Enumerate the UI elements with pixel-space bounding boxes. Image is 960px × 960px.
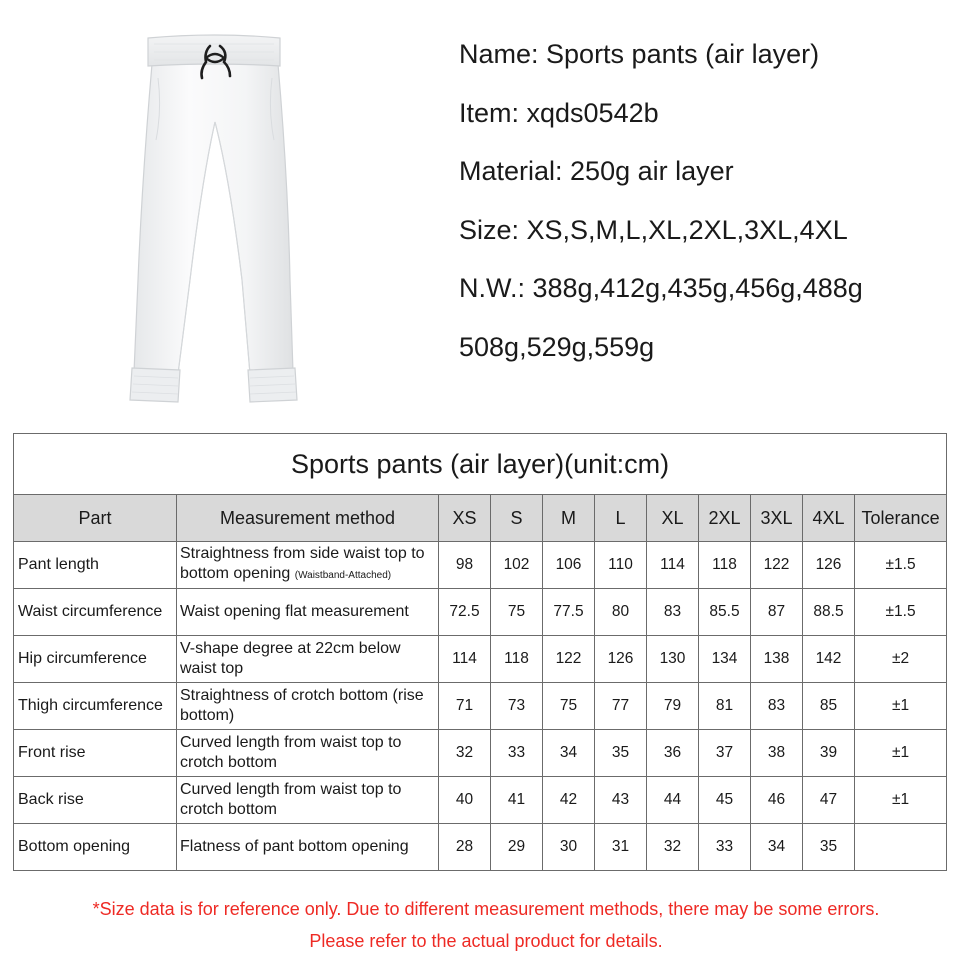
size-value-cell: 80 — [595, 589, 647, 636]
size-value-cell: 35 — [595, 730, 647, 777]
size-value-cell: 110 — [595, 542, 647, 589]
table-row — [14, 683, 947, 730]
size-value-cell: 41 — [491, 777, 543, 824]
table-row — [14, 777, 947, 824]
size-value-cell: 47 — [803, 777, 855, 824]
table-row — [14, 730, 947, 777]
size-value-cell: 75 — [491, 589, 543, 636]
part-cell: Pant length — [14, 542, 177, 589]
product-material: Material: 250g air layer — [459, 156, 734, 186]
size-value-cell: 46 — [751, 777, 803, 824]
column-header: Tolerance — [855, 495, 947, 542]
size-value-cell: 126 — [595, 636, 647, 683]
size-value-cell: 83 — [751, 683, 803, 730]
table-title: Sports pants (air layer)(unit:cm) — [14, 434, 947, 495]
part-cell: Back rise — [14, 777, 177, 824]
column-header: XS — [439, 495, 491, 542]
method-cell — [177, 730, 439, 777]
size-value-cell: 29 — [491, 824, 543, 871]
size-value-cell: 77.5 — [543, 589, 595, 636]
size-value-cell: 114 — [439, 636, 491, 683]
method-text: Flatness of pant bottom opening — [180, 838, 409, 855]
size-value-cell: 83 — [647, 589, 699, 636]
size-value-cell: 85.5 — [699, 589, 751, 636]
size-table — [13, 433, 947, 871]
size-value-cell: 33 — [699, 824, 751, 871]
tolerance-cell: ±2 — [855, 636, 947, 683]
size-value-cell: 35 — [803, 824, 855, 871]
size-value-cell: 43 — [595, 777, 647, 824]
product-net-weight: N.W.: 388g,412g,435g,456g,488g — [459, 273, 863, 303]
disclaimer-line-2: Please refer to the actual product for details. — [309, 931, 663, 951]
pants-illustration — [118, 30, 308, 410]
product-net-weight-continued: 508g,529g,559g — [459, 331, 655, 362]
size-value-cell: 32 — [439, 730, 491, 777]
table-title-row — [14, 434, 947, 495]
size-value-cell: 85 — [803, 683, 855, 730]
column-header: Measurement method — [177, 495, 439, 542]
size-value-cell: 28 — [439, 824, 491, 871]
part-cell: Waist circumference — [14, 589, 177, 636]
size-value-cell: 87 — [751, 589, 803, 636]
method-text: Straightness of crotch bottom (rise bottom) — [180, 687, 424, 724]
product-sizes: Size: XS,S,M,L,XL,2XL,3XL,4XL — [459, 214, 848, 245]
part-cell: Bottom opening — [14, 824, 177, 871]
method-text: Curved length from waist top to crotch bottom — [180, 734, 402, 771]
size-value-cell: 39 — [803, 730, 855, 777]
size-value-cell: 81 — [699, 683, 751, 730]
tolerance-cell: ±1.5 — [855, 589, 947, 636]
disclaimer-line-1: *Size data is for reference only. Due to different measurement methods, there may be some errors. — [92, 899, 880, 919]
size-value-cell: 114 — [647, 542, 699, 589]
size-value-cell: 38 — [751, 730, 803, 777]
size-value-cell: 37 — [699, 730, 751, 777]
size-value-cell: 77 — [595, 683, 647, 730]
method-text: Curved length from waist top to crotch bottom — [180, 781, 402, 818]
product-info — [459, 40, 939, 391]
method-cell — [177, 542, 439, 589]
column-header: XL — [647, 495, 699, 542]
method-cell — [177, 777, 439, 824]
product-image — [118, 30, 308, 410]
size-value-cell: 40 — [439, 777, 491, 824]
size-value-cell: 134 — [699, 636, 751, 683]
size-value-cell: 118 — [491, 636, 543, 683]
method-text: Straightness from side waist top to bottom opening — [180, 545, 425, 582]
column-header: S — [491, 495, 543, 542]
size-value-cell: 142 — [803, 636, 855, 683]
column-header: Part — [14, 495, 177, 542]
table-row — [14, 824, 947, 871]
column-header: 2XL — [699, 495, 751, 542]
size-value-cell: 126 — [803, 542, 855, 589]
part-cell: Thigh circumference — [14, 683, 177, 730]
tolerance-cell: ±1.5 — [855, 542, 947, 589]
table-row — [14, 542, 947, 589]
size-value-cell: 118 — [699, 542, 751, 589]
table-row — [14, 636, 947, 683]
product-name: Name: Sports pants (air layer) — [459, 39, 820, 69]
size-value-cell: 45 — [699, 777, 751, 824]
table-row — [14, 589, 947, 636]
tolerance-cell: ±1 — [855, 730, 947, 777]
method-cell — [177, 683, 439, 730]
size-value-cell: 98 — [439, 542, 491, 589]
size-value-cell: 36 — [647, 730, 699, 777]
size-value-cell: 44 — [647, 777, 699, 824]
column-header: 4XL — [803, 495, 855, 542]
size-value-cell: 106 — [543, 542, 595, 589]
size-value-cell: 122 — [751, 542, 803, 589]
size-value-cell: 72.5 — [439, 589, 491, 636]
size-value-cell: 42 — [543, 777, 595, 824]
tolerance-cell: ±1 — [855, 777, 947, 824]
method-cell — [177, 589, 439, 636]
part-cell: Hip circumference — [14, 636, 177, 683]
column-header: 3XL — [751, 495, 803, 542]
method-cell — [177, 824, 439, 871]
table-header-row — [14, 495, 947, 542]
method-text: V-shape degree at 22cm below waist top — [180, 640, 401, 677]
size-value-cell: 34 — [751, 824, 803, 871]
column-header: L — [595, 495, 647, 542]
column-header: M — [543, 495, 595, 542]
size-value-cell: 73 — [491, 683, 543, 730]
disclaimer-note — [0, 893, 960, 957]
tolerance-cell — [855, 824, 947, 871]
size-value-cell: 31 — [595, 824, 647, 871]
size-value-cell: 71 — [439, 683, 491, 730]
size-value-cell: 30 — [543, 824, 595, 871]
size-value-cell: 88.5 — [803, 589, 855, 636]
size-value-cell: 79 — [647, 683, 699, 730]
method-cell — [177, 636, 439, 683]
size-value-cell: 130 — [647, 636, 699, 683]
size-value-cell: 75 — [543, 683, 595, 730]
product-item-code: Item: xqds0542b — [459, 97, 659, 128]
size-value-cell: 32 — [647, 824, 699, 871]
method-note: (Waistband-Attached) — [294, 570, 392, 581]
tolerance-cell: ±1 — [855, 683, 947, 730]
size-value-cell: 34 — [543, 730, 595, 777]
size-value-cell: 102 — [491, 542, 543, 589]
size-value-cell: 138 — [751, 636, 803, 683]
size-value-cell: 122 — [543, 636, 595, 683]
part-cell: Front rise — [14, 730, 177, 777]
method-text: Waist opening flat measurement — [180, 603, 409, 620]
size-value-cell: 33 — [491, 730, 543, 777]
